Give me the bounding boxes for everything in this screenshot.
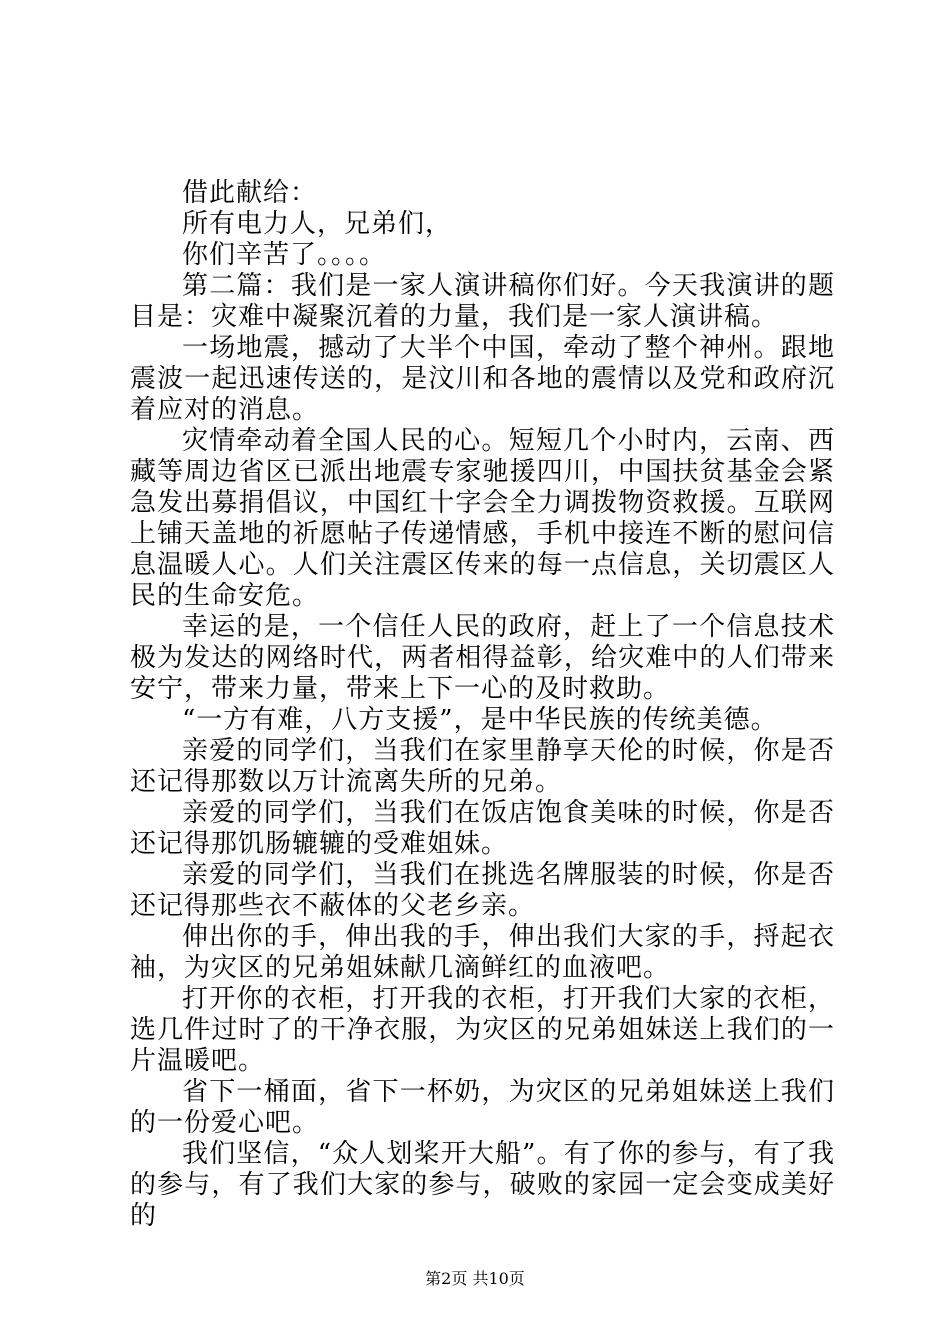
paragraph: 一场地震，撼动了大半个中国，牵动了整个神州。跟地震波一起迅速传送的，是汶川和各地的震情以及党和政府沉着应对的消息。 [130,333,835,425]
paragraph: 省下一桶面，省下一杯奶，为灾区的兄弟姐妹送上我们的一份爱心吧。 [130,1077,835,1138]
paragraph: 亲爱的同学们，当我们在饭店饱食美味的时候，你是否还记得那饥肠辘辘的受难姐妹。 [130,798,835,859]
paragraph: 你们辛苦了。。。。 [182,240,387,270]
paragraph: 幸运的是，一个信任人民的政府，赶上了一个信息技术极为发达的网络时代，两者相得益彰，给灾难中的人们带来安宁，带来力量，带来上下一心的及时救助。 [130,612,835,704]
paragraph: 亲爱的同学们，当我们在挑选名牌服装的时候，你是否还记得那些衣不蔽体的父老乡亲。 [130,860,835,921]
paragraph: 亲爱的同学们，当我们在家里静享天伦的时候，你是否还记得那数以万计流离失所的兄弟。 [130,736,835,797]
paragraph: 借此献给： [182,178,318,208]
paragraph: 打开你的衣柜，打开我的衣柜，打开我们大家的衣柜，选几件过时了的干净衣服，为灾区的兄弟姐妹送上我们的一片温暖吧。 [130,984,835,1076]
paragraph: 第二篇：我们是一家人演讲稿你们好。今天我演讲的题目是：灾难中凝聚沉着的力量，我们是一家人演讲稿。 [130,271,835,332]
paragraph: 我们坚信，“众人划桨开大船”。有了你的参与，有了我的参与，有了我们大家的参与，破败的家园一定会变成美好的 [130,1139,835,1231]
paragraph: 所有电力人，兄弟们， [182,209,453,239]
document-body [130,178,835,1232]
paragraph: 灾情牵动着全国人民的心。短短几个小时内，云南、西藏等周边省区已派出地震专家驰援四川，中国扶贫基金会紧急发出募捐倡议，中国红十字会全力调拨物资救援。互联网上铺天盖地的祈愿帖子传递情感，手机中接连不断的慰问信息温暖人心。人们关注震区传来的每一点信息，关切震区人民的生命安危。 [130,426,835,611]
page-number-footer: 第2页 共10页 [425,1269,525,1288]
paragraph: 伸出你的手，伸出我的手，伸出我们大家的手，捋起衣袖，为灾区的兄弟姐妹献几滴鲜红的血液吧。 [130,922,835,983]
paragraph: “一方有难，八方支援”，是中华民族的传统美德。 [182,705,778,735]
